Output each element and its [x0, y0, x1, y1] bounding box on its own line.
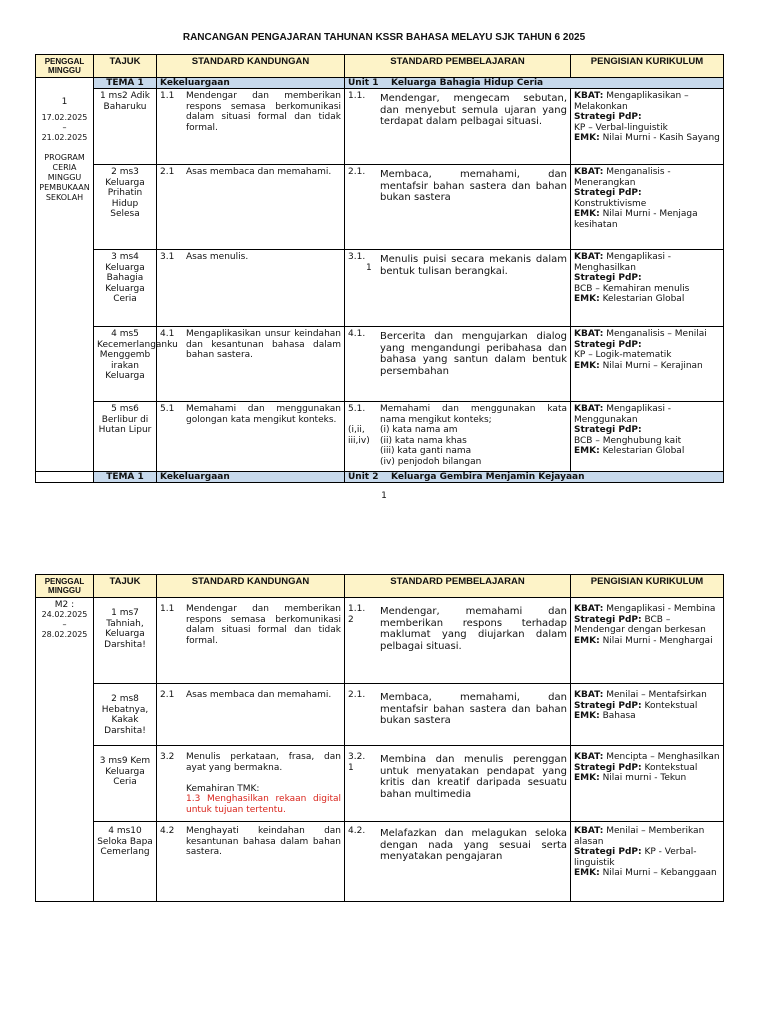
plan-table-2 — [35, 574, 724, 902]
sp-number-main: 3.2. — [348, 752, 366, 762]
strategi-value: Kontekstual — [644, 700, 698, 711]
sk-tmk-label: Kemahiran TMK: — [186, 783, 260, 794]
tajuk-cell: 1 ms2 Adik Baharuku — [94, 89, 157, 165]
emk-value: Nilai murni - Tekun — [602, 773, 687, 783]
kurikulum-cell — [571, 598, 724, 684]
sp-text: Melafazkan dan melagukan seloka dengan nada yang sesuai serta menyatakan pengajaran — [380, 828, 567, 862]
strategi-value: BCB – Menghubung kait — [574, 435, 682, 446]
sp-number: 2.1. — [348, 690, 366, 700]
strategi-label: Strategi PdP: — [574, 614, 642, 625]
sk-text: Mendengar dan memberikan respons semasa berkomunikasi dalam situasi formal dan tidak formal. — [186, 91, 341, 133]
kbat-label: KBAT: — [574, 329, 604, 339]
tajuk-cell: 2 ms8 Hebatnya, Kakak Darshita! — [94, 684, 157, 746]
header-standard-kandungan: STANDARD KANDUNGAN — [157, 575, 345, 598]
sp-text: Bercerita dan mengujarkan dialog yang mengandungi peribahasa dan bahasa yang santun dalam bentuk persembahan — [380, 331, 567, 377]
sk-number: 5.1 — [160, 404, 175, 414]
emk-label: EMK: — [574, 360, 600, 371]
unit-label: Unit 2 — [348, 472, 379, 482]
sp-subitem: (ii) kata nama khas — [380, 435, 467, 446]
sp-number: 2.1. — [348, 167, 366, 177]
sk-text: Asas membaca dan memahami. — [186, 690, 332, 700]
sk-text: Mengaplikasikan unsur keindahan dan kesantunan bahasa dalam bahan sastera. — [186, 329, 341, 360]
emk-label: EMK: — [574, 868, 600, 878]
sk-number: 3.2 — [160, 752, 175, 762]
sk-text: Mendengar dan memberikan respons semasa berkomunikasi dalam situasi formal dan tidak formal. — [186, 604, 341, 646]
emk-value: Nilai Murni - Menghargai — [602, 635, 713, 646]
sp-number-main: 3.1. — [348, 252, 366, 262]
minggu-cell — [36, 89, 94, 472]
emk-value: Kelestarian Global — [602, 446, 685, 456]
sk-number: 2.1 — [160, 167, 175, 177]
emk-value: Bahasa — [602, 711, 636, 721]
emk-label: EMK: — [574, 209, 600, 219]
sk-text-block — [186, 752, 341, 815]
table-row — [36, 89, 724, 165]
emk-value: Nilai Murni – Kerajinan — [602, 360, 703, 371]
emk-value: Nilai Murni - Kasih Sayang — [602, 133, 720, 143]
strategi-label: Strategi PdP: — [574, 847, 642, 857]
kurikulum-cell — [571, 165, 724, 250]
tema-row — [36, 78, 724, 89]
sk-number: 3.1 — [160, 252, 175, 262]
kbat-value: Mengaplikasikan – Melakonkan — [574, 91, 689, 112]
table-row — [36, 327, 724, 402]
header-pengisian-kurikulum: PENGISIAN KURIKULUM — [571, 55, 724, 78]
sp-number-sub: 1 — [348, 762, 354, 773]
kbat-label: KBAT: — [574, 752, 604, 762]
emk-value: Nilai Murni - Menjaga kesihatan — [574, 209, 698, 230]
sp-text: Membina dan menulis perenggan untuk menyatakan pendapat yang kritis dan kreatif daripada sesuatu bahan multimedia — [380, 754, 567, 800]
kbat-value: Mengaplikasi - Menggunakan — [574, 404, 672, 425]
sp-subitem: (i) kata nama am — [380, 425, 458, 435]
kbat-value: Mengaplikasi - Menghasilkan — [574, 252, 672, 273]
emk-value: Kelestarian Global — [602, 294, 685, 304]
kurikulum-cell — [571, 822, 724, 902]
kbat-label: KBAT: — [574, 604, 604, 614]
strategi-value: BCB – Kemahiran menulis — [574, 283, 690, 294]
sp-number: 4.2. — [348, 826, 366, 836]
strategi-label: Strategi PdP: — [574, 188, 642, 198]
emk-label: EMK: — [574, 133, 600, 143]
page-number: 1 — [381, 491, 387, 501]
header-standard-pembelajaran: STANDARD PEMBELAJARAN — [345, 55, 571, 78]
kbat-value: Menganalisis – Menilai — [606, 329, 707, 339]
kurikulum-cell — [571, 327, 724, 402]
table-row — [36, 250, 724, 327]
tajuk-cell: 1 ms7 Tahniah, Keluarga Darshita! — [94, 598, 157, 684]
header-pengisian-kurikulum: PENGISIAN KURIKULUM — [571, 575, 724, 598]
tajuk-cell: 4 ms5 Kecemerlanganku Menggemb irakan Keluarga — [94, 327, 157, 402]
kurikulum-cell — [571, 746, 724, 822]
sp-number-sub: (i,ii, iii,iv) — [348, 425, 370, 446]
strategi-label: Strategi PdP: — [574, 339, 642, 350]
table-row — [36, 165, 724, 250]
table-row — [36, 402, 724, 472]
kurikulum-cell — [571, 402, 724, 472]
table-row — [36, 822, 724, 902]
emk-label: EMK: — [574, 446, 600, 456]
table-row — [36, 746, 724, 822]
header-minggu: PENGGAL MINGGU — [36, 575, 94, 598]
tajuk-cell: 2 ms3 Keluarga Prihatin Hidup Selesa — [94, 165, 157, 250]
sp-number-sub: 2 — [348, 614, 354, 625]
kbat-label: KBAT: — [574, 167, 604, 177]
sp-text: Memahami dan menggunakan kata nama mengikut konteks; — [380, 404, 567, 425]
tajuk-cell: 3 ms4 Keluarga Bahagia Keluarga Ceria — [94, 250, 157, 327]
sp-text: Mendengar, memahami dan memberikan respons terhadap maklumat yang diujarkan dalam pelbagai situasi. — [380, 606, 567, 652]
unit-name: Keluarga Bahagia Hidup Ceria — [391, 78, 544, 88]
sp-number-main: 5.1. — [348, 404, 366, 414]
minggu-number: 1 — [61, 96, 68, 107]
kbat-label: KBAT: — [574, 252, 604, 262]
kbat-value: Mengaplikasi - Membina — [606, 604, 716, 614]
sp-text: Menulis puisi secara mekanis dalam bentuk tulisan berangkai. — [380, 254, 567, 277]
kbat-label: KBAT: — [574, 91, 604, 101]
kbat-value: Menilai – Memberikan alasan — [574, 826, 705, 847]
sk-tmk-text: 1.3 Menghasilkan rekaan digital untuk tujuan tertentu. — [186, 794, 341, 815]
table-row — [36, 598, 724, 684]
sk-text: Menulis perkataan, frasa, dan ayat yang bermakna. — [186, 752, 341, 773]
sp-number — [348, 752, 380, 800]
sp-text-block — [380, 404, 567, 467]
kbat-label: KBAT: — [574, 404, 604, 414]
tajuk-cell: 5 ms6 Berlibur di Hutan Lipur — [94, 402, 157, 472]
sp-subitem: (iv) penjodoh bilangan — [380, 456, 482, 467]
sk-number: 4.2 — [160, 826, 175, 836]
strategi-value: KP – Verbal-linguistik — [574, 122, 668, 133]
sp-subitem: (iii) kata ganti nama — [380, 446, 472, 456]
tema-label: TEMA 1 — [94, 78, 157, 89]
strategi-value: BCB – Mendengar dengan berkesan — [574, 614, 706, 635]
tema-label: TEMA 1 — [94, 472, 157, 483]
strategi-label: Strategi PdP: — [574, 273, 642, 283]
strategi-label: Strategi PdP: — [574, 700, 642, 711]
minggu-number: M2 : — [54, 600, 75, 610]
sp-number: 4.1. — [348, 329, 366, 339]
header-standard-kandungan: STANDARD KANDUNGAN — [157, 55, 345, 78]
unit-label: Unit 1 — [348, 78, 379, 88]
sk-text: Menghayati keindahan dan kesantunan bahasa dalam bahan sastera. — [186, 826, 341, 857]
minggu-dates: 24.02.2025 – 28.02.2025 — [41, 610, 88, 639]
table-row — [36, 684, 724, 746]
header-tajuk: TAJUK — [94, 575, 157, 598]
sk-number: 1.1 — [160, 91, 175, 101]
strategi-value: Konstruktivisme — [574, 198, 647, 209]
kbat-value: Menganalisis - Menerangkan — [574, 167, 671, 188]
tajuk-cell: 3 ms9 Kem Keluarga Ceria — [94, 746, 157, 822]
emk-value: Nilai Murni – Kebanggaan — [602, 868, 717, 878]
strategi-label: Strategi PdP: — [574, 425, 642, 435]
strategi-label: Strategi PdP: — [574, 112, 642, 122]
kurikulum-cell — [571, 250, 724, 327]
header-tajuk: TAJUK — [94, 55, 157, 78]
emk-label: EMK: — [574, 635, 600, 646]
strategi-value: KP - Verbal-linguistik — [574, 847, 697, 868]
header-minggu: PENGGAL MINGGU — [36, 55, 94, 78]
plan-table-1 — [35, 54, 724, 483]
sp-number-sub: 1 — [366, 262, 372, 273]
tema-name: Kekeluargaan — [157, 78, 345, 89]
sk-number: 4.1 — [160, 329, 175, 339]
strategi-value: Kontekstual — [644, 762, 698, 773]
strategi-value: KP – Logik-matematik — [574, 350, 672, 360]
tema-name: Kekeluargaan — [157, 472, 345, 483]
minggu-dates: 17.02.2025 – 21.02.2025 — [41, 112, 88, 142]
kurikulum-cell — [571, 684, 724, 746]
kbat-label: KBAT: — [574, 826, 604, 836]
kbat-label: KBAT: — [574, 690, 604, 700]
sp-text: Membaca, memahami, dan mentafsir bahan sastera dan bahan bukan sastera — [380, 692, 567, 726]
strategi-label: Strategi PdP: — [574, 762, 642, 773]
tajuk-cell: 4 ms10 Seloka Bapa Cemerlang — [94, 822, 157, 902]
sp-number: 1.1. — [348, 91, 366, 101]
minggu-cell — [36, 598, 94, 902]
sp-text: Mendengar, mengecam sebutan, dan menyebut semula ujaran yang terdapat dalam pelbagai situasi. — [380, 93, 567, 127]
kbat-value: Mencipta – Menghasilkan — [606, 752, 720, 762]
kurikulum-cell — [571, 89, 724, 165]
sp-text: Membaca, memahami, dan mentafsir bahan sastera dan bahan bukan sastera — [380, 169, 567, 203]
tema-row — [36, 472, 724, 483]
sk-text: Asas menulis. — [186, 252, 249, 262]
header-standard-pembelajaran: STANDARD PEMBELAJARAN — [345, 575, 571, 598]
unit-name: Keluarga Gembira Menjamin Kejayaan — [391, 472, 585, 482]
sk-number: 2.1 — [160, 690, 175, 700]
sp-number-main: 1.1. — [348, 604, 366, 614]
kbat-value: Menilai – Mentafsirkan — [606, 690, 707, 700]
sp-number — [348, 404, 380, 467]
sk-text: Memahami dan menggunakan golongan kata mengikut konteks. — [186, 404, 341, 425]
program-label: PROGRAM CERIA MINGGU PEMBUKAAN SEKOLAH — [39, 152, 90, 202]
sp-number — [348, 252, 380, 277]
emk-label: EMK: — [574, 773, 600, 783]
emk-label: EMK: — [574, 294, 600, 304]
sk-text: Asas membaca dan memahami. — [186, 167, 332, 177]
emk-label: EMK: — [574, 711, 600, 721]
sp-number — [348, 604, 380, 652]
sk-number: 1.1 — [160, 604, 175, 614]
page-title: RANCANGAN PENGAJARAN TAHUNAN KSSR BAHASA MELAYU SJK TAHUN 6 2025 — [182, 32, 586, 43]
